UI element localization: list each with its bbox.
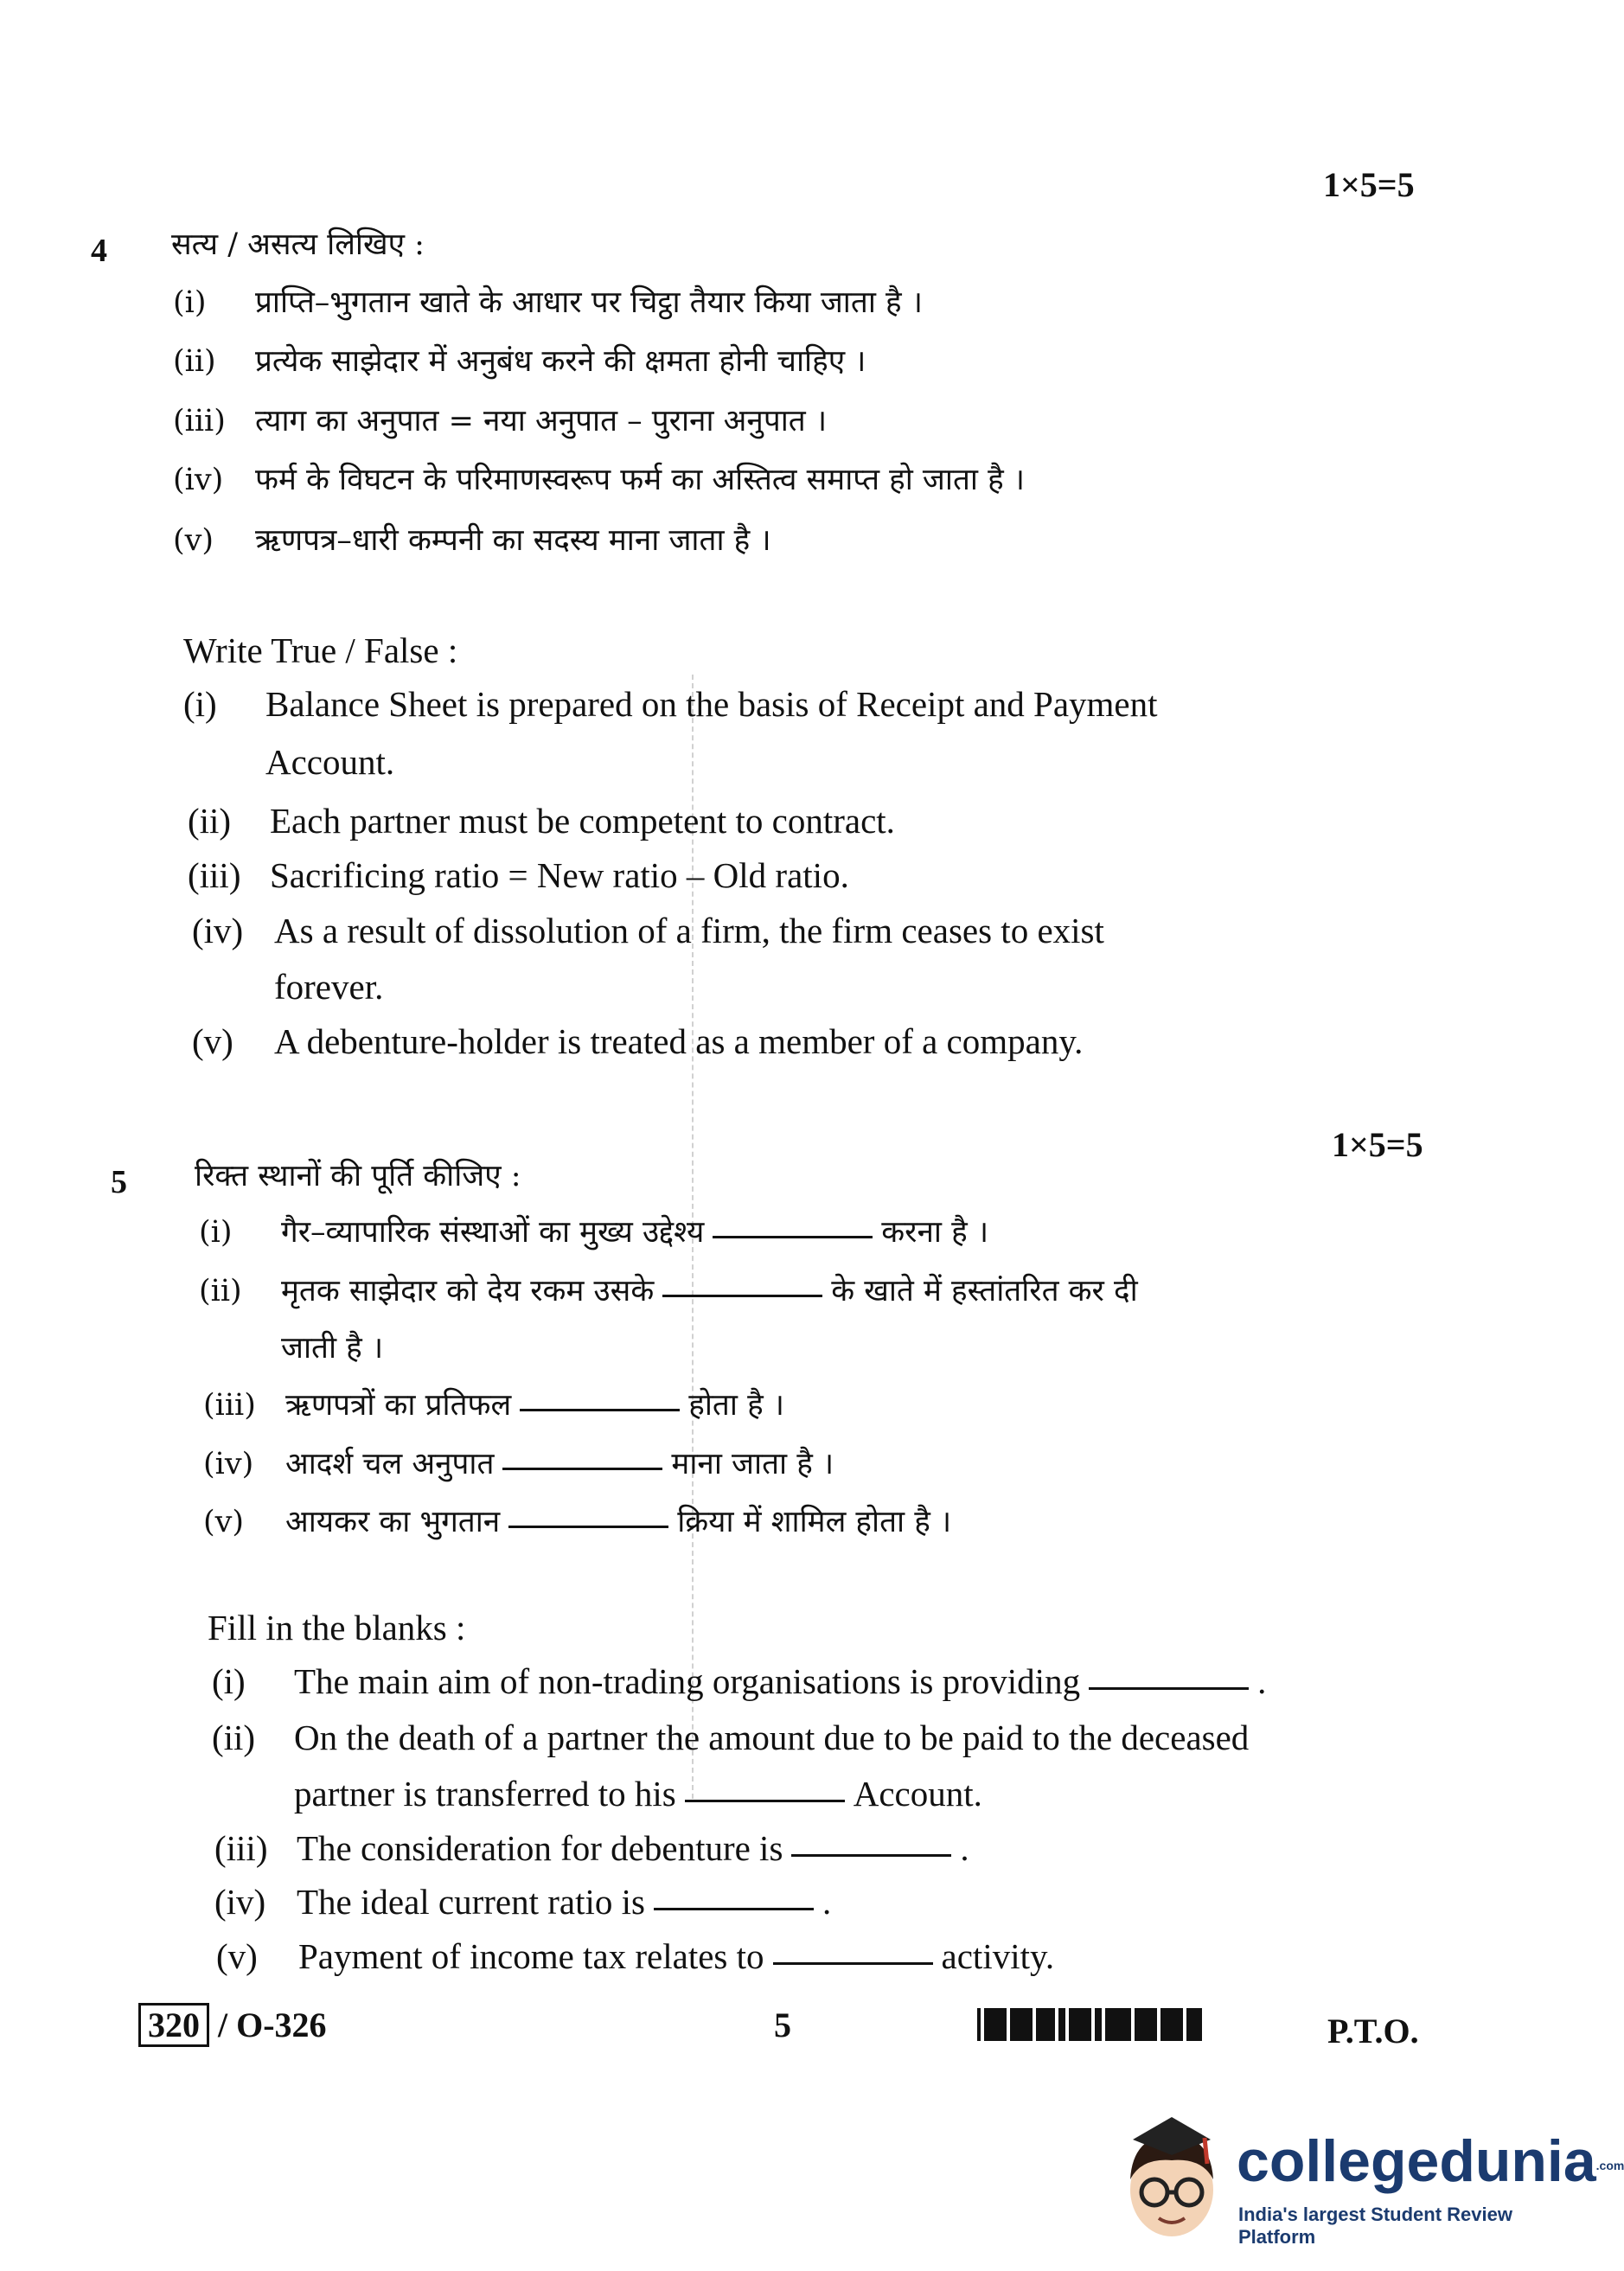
item-number: (iii) (203, 1388, 256, 1423)
item-number: (iv) (214, 1882, 266, 1922)
q4-marks: 1×5=5 (1323, 165, 1415, 204)
item-number: (ii) (212, 1718, 256, 1757)
item-number: (iv) (173, 463, 224, 497)
item-number: (v) (203, 1505, 245, 1539)
item-text: फर्म के विघटन के परिमाणस्वरूप फर्म का अस्तित्व समाप्त हो जाता है । (255, 463, 1026, 497)
student-mascot-icon (1116, 2110, 1228, 2249)
item-text: Sacrificing ratio = New ratio – Old ratio. (270, 855, 849, 895)
item-continuation: forever. (274, 967, 384, 1007)
q4-hindi-item (173, 400, 827, 440)
answer-blank (791, 1853, 951, 1857)
item-continuation: Account. (265, 742, 395, 782)
item-text-after: के खाते में हस्तांतरित कर दी (831, 1274, 1138, 1308)
q4-english-heading: Write True / False : (183, 630, 458, 670)
item-text-before: The consideration for debenture is (297, 1828, 783, 1868)
q5-english-item (212, 1717, 1249, 1758)
logo-suffix: .com (1595, 2159, 1624, 2173)
q5-english-heading: Fill in the blanks : (208, 1608, 466, 1647)
answer-blank (662, 1294, 822, 1297)
q4-number: 4 (91, 233, 107, 269)
q4-english-item (192, 1020, 1083, 1062)
page-number: 5 (774, 2006, 791, 2044)
answer-blank (1089, 1686, 1249, 1690)
item-number: (iv) (203, 1447, 254, 1481)
item-text-before: मृतक साझेदार को देय रकम उसके (281, 1274, 655, 1308)
q5-hindi-item (203, 1500, 951, 1541)
item-number: (v) (216, 1936, 258, 1976)
answer-blank (508, 1525, 668, 1528)
item-text-after: क्रिया में शामिल होता है । (677, 1505, 952, 1539)
item-text: Each partner must be competent to contract. (270, 801, 895, 841)
paper-code-suffix: / O-326 (218, 2006, 327, 2044)
item-number: (iii) (214, 1828, 268, 1868)
item-number: (v) (173, 523, 214, 558)
item-text-before: partner is transferred to his (294, 1774, 676, 1814)
paper-code (138, 2005, 327, 2045)
logo-wordmark (1237, 2127, 1624, 2195)
q5-hindi-heading: रिक्त स्थानों की पूर्ति कीजिए : (195, 1159, 521, 1193)
q5-hindi-item (199, 1270, 1138, 1310)
answer-blank (713, 1235, 873, 1238)
item-text-after: activity. (941, 1936, 1055, 1976)
item-text: Balance Sheet is prepared on the basis of Receipt and Payment (265, 684, 1158, 724)
q5-english-item (212, 1660, 1266, 1702)
item-continuation: जाती है । (281, 1331, 384, 1366)
q4-english-item (183, 683, 1158, 725)
item-text-before: ऋणपत्रों का प्रतिफल (285, 1388, 512, 1423)
item-number: (iii) (188, 855, 241, 895)
item-text-after: होता है । (688, 1388, 785, 1423)
item-number: (i) (212, 1661, 246, 1701)
q4-hindi-item (173, 458, 1025, 499)
item-number: (iv) (192, 911, 244, 950)
item-text: ऋणपत्र–धारी कम्पनी का सदस्य माना जाता है । (255, 523, 771, 558)
item-number: (ii) (173, 344, 216, 379)
item-number: (i) (199, 1215, 233, 1250)
item-text-after: . (1257, 1661, 1267, 1701)
paper-code-box: 320 (138, 2003, 209, 2047)
item-text: On the death of a partner the amount due to be paid to the deceased (294, 1718, 1250, 1757)
logo-name: collegedunia (1237, 2128, 1596, 2194)
item-text-after: करना है । (881, 1215, 989, 1250)
collegedunia-logo (1116, 2110, 1624, 2257)
answer-blank (685, 1799, 845, 1802)
barcode-bars (977, 2008, 1202, 2041)
item-text-before: आयकर का भुगतान (285, 1505, 501, 1539)
q4-english-item (192, 910, 1104, 951)
item-number: (ii) (188, 801, 232, 841)
q5-hindi-item (199, 1211, 988, 1251)
item-text-before: आदर्श चल अनुपात (285, 1447, 495, 1481)
item-text-before: The ideal current ratio is (297, 1882, 645, 1922)
item-text-before: गैर–व्यापारिक संस्थाओं का मुख्य उद्देश्य (281, 1215, 705, 1250)
q5-english-item (294, 1773, 982, 1814)
item-text-after: Account. (853, 1774, 982, 1814)
item-number: (i) (173, 285, 207, 320)
pto-label: P.T.O. (1327, 2012, 1419, 2050)
q5-hindi-item (203, 1443, 834, 1483)
q4-hindi-item (173, 281, 923, 322)
item-number: (i) (183, 684, 217, 724)
item-number: (ii) (199, 1274, 242, 1308)
item-number: (v) (192, 1021, 233, 1061)
answer-blank (654, 1907, 814, 1910)
q4-hindi-item (173, 340, 866, 381)
item-text-after: माना जाता है । (671, 1447, 834, 1481)
item-text-after: . (960, 1828, 969, 1868)
item-text-after: . (822, 1882, 832, 1922)
q5-english-item (216, 1935, 1054, 1977)
q5-hindi-item (203, 1384, 784, 1424)
q4-english-item (188, 854, 849, 896)
answer-blank (520, 1408, 680, 1411)
item-text: A debenture-holder is treated as a member of a company. (274, 1021, 1084, 1061)
q4-hindi-heading: सत्य / असत्य लिखिए : (171, 227, 425, 262)
logo-tagline: India's largest Student Review Platform (1238, 2204, 1512, 2248)
item-text: As a result of dissolution of a firm, the firm ceases to exist (274, 911, 1104, 950)
q5-number: 5 (111, 1164, 127, 1200)
barcode (977, 2008, 1202, 2041)
answer-blank (502, 1467, 662, 1470)
item-text: प्रत्येक साझेदार में अनुबंध करने की क्षमता होनी चाहिए । (255, 344, 866, 379)
item-text: प्राप्ति–भुगतान खाते के आधार पर चिट्ठा तैयार किया जाता है । (255, 285, 923, 320)
item-text: त्याग का अनुपात = नया अनुपात – पुराना अनुपात । (255, 404, 828, 438)
q4-hindi-item (173, 519, 771, 560)
item-text-before: The main aim of non-trading organisations is providing (294, 1661, 1081, 1701)
q5-marks: 1×5=5 (1332, 1125, 1423, 1164)
q5-english-item (214, 1827, 969, 1869)
q4-english-item (188, 800, 895, 841)
answer-blank (773, 1961, 933, 1965)
item-number: (iii) (173, 404, 226, 438)
item-text-before: Payment of income tax relates to (298, 1936, 764, 1976)
q5-english-item (214, 1881, 831, 1922)
